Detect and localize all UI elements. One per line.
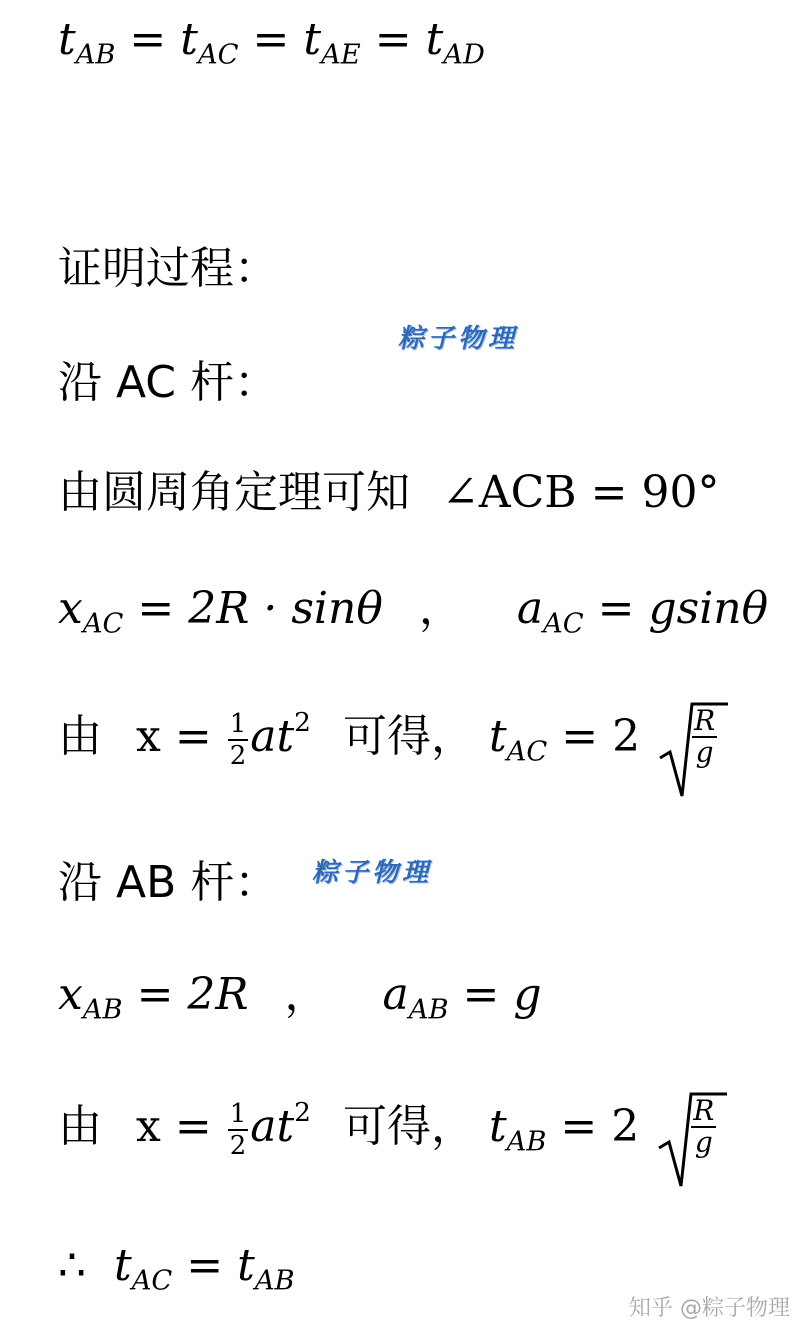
- ac-heading: 沿 AC 杆：: [58, 357, 279, 408]
- watermark-logo: 粽子物理: [312, 858, 433, 888]
- conclusion-equation: ∴ $t_{AC} = t_{AB}$: [58, 1240, 295, 1297]
- radical-sign-icon: [658, 700, 728, 800]
- radical-sign-icon: [657, 1090, 727, 1190]
- equal-times-equation: $t_{AB} = t_{AC} = t_{AE} = t_{AD}$: [58, 14, 485, 71]
- sqrt-r-over-g: $\frac{R}{g}$: [657, 1096, 716, 1164]
- watermark-logo: 粽子物理: [398, 324, 519, 354]
- ab-time-equation: 由 x = $\frac{1}{2}$ $at^2$ 可得， $t_{AB} = 2$ $\frac{R}{g}$: [58, 1090, 716, 1163]
- inscribed-angle-text: 由圆周角定理可知: [58, 467, 410, 518]
- proof-title: 证明过程：: [58, 243, 278, 294]
- ab-heading: 沿 AB 杆：: [58, 857, 279, 908]
- angle-acb: ∠ACB = 90°: [442, 467, 720, 518]
- one-half-fraction: $\frac{1}{2}$: [229, 708, 247, 771]
- ab-displacement-acceleration: $x_{AB} = 2R$ ， $a_{AB} = g$: [58, 969, 542, 1026]
- ac-time-equation: 由 x = $\frac{1}{2}$ $at^2$ 可得， $t_{AC} = 2$ $\frac{R}{g}$: [58, 700, 717, 773]
- inscribed-angle-statement: [58, 456, 719, 520]
- one-half-fraction: $\frac{1}{2}$: [229, 1098, 247, 1161]
- ac-displacement-acceleration: $x_{AC} = 2R \cdot \sin\theta$ ， $a_{AC} = gsin\theta$: [58, 583, 769, 640]
- sqrt-r-over-g: $\frac{R}{g}$: [658, 706, 717, 774]
- zhihu-attribution: 知乎 @粽子物理: [629, 1296, 790, 1321]
